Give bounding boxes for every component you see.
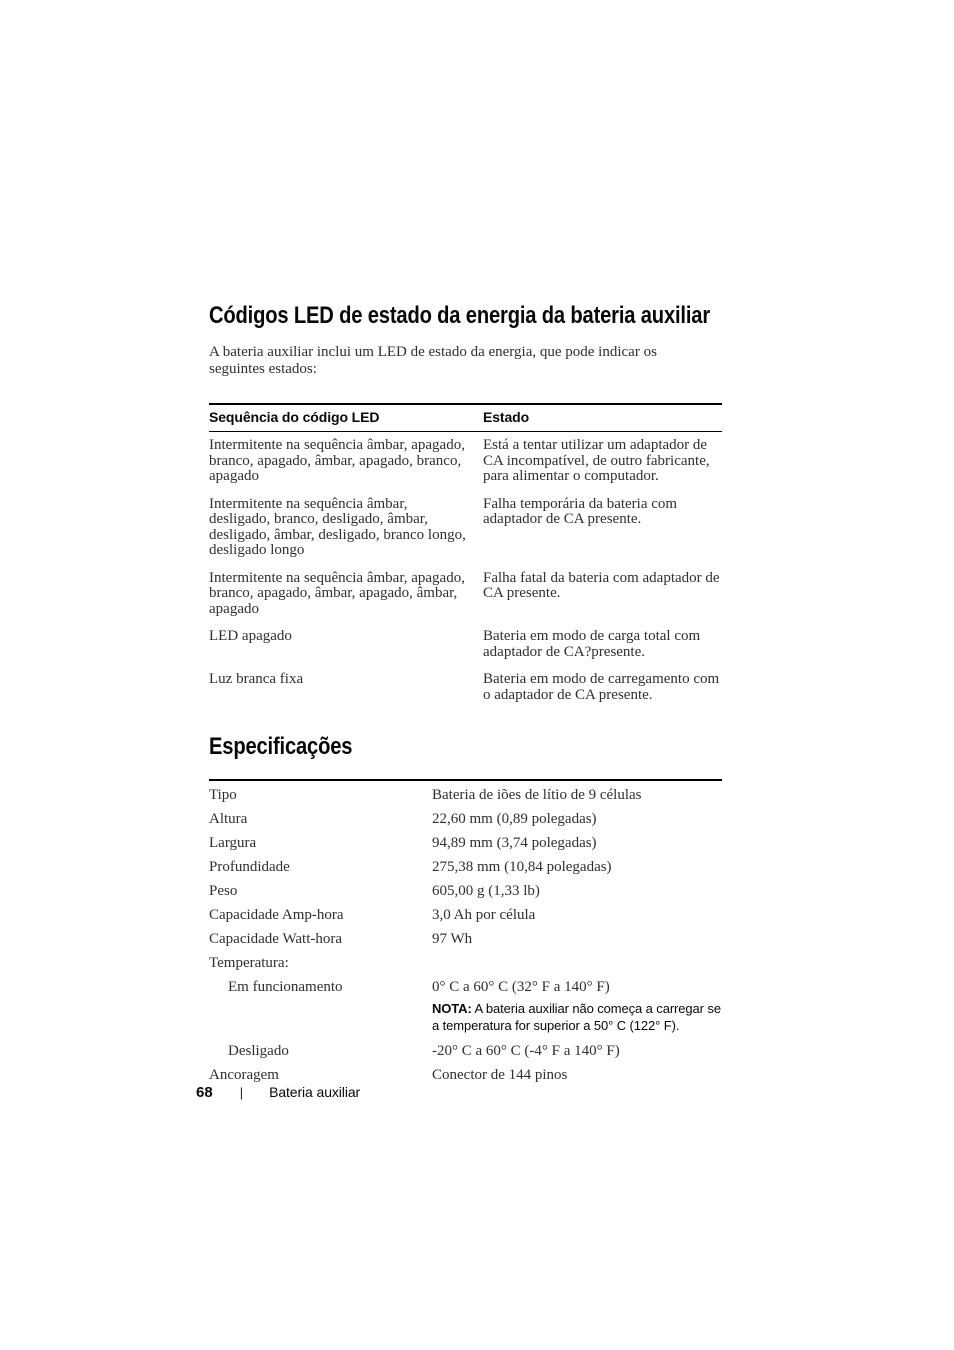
led-sequence-cell: LED apagado [209, 628, 292, 644]
table-row [209, 491, 722, 565]
column-header-state: Estado [483, 409, 530, 425]
spec-value: 275,38 mm (10,84 polegadas) [432, 859, 612, 875]
table-row [209, 807, 722, 831]
table-row [209, 951, 722, 975]
spec-label: Ancoragem [209, 1067, 279, 1083]
spec-value: 22,60 mm (0,89 polegadas) [432, 811, 597, 827]
led-sequence-cell: Intermitente na sequência âmbar, apagado, branco, apagado, âmbar, apagado, âmbar, apagado [209, 569, 465, 617]
section-title-led-codes: Códigos LED de estado da energia da bateria auxiliar [209, 302, 711, 329]
spec-label: Profundidade [209, 859, 290, 875]
note-label: NOTA: [432, 1001, 472, 1016]
table-row [209, 565, 722, 624]
note-text [432, 1000, 722, 1034]
spec-label: Altura [209, 811, 248, 827]
intro-paragraph: A bateria auxiliar inclui um LED de estado da energia, que pode indicar os seguintes estados: [209, 344, 657, 377]
spec-value [432, 955, 722, 971]
table-row [209, 903, 722, 927]
column-header-sequence: Sequência do código LED [209, 409, 380, 425]
spec-label: Largura [209, 835, 257, 851]
table-row [209, 432, 722, 491]
led-state-cell: Bateria em modo de carregamento com o adaptador de CA presente. [483, 671, 720, 703]
spec-value: -20° C a 60° C (-4° F a 140° F) [432, 1043, 620, 1059]
spec-label: Desligado [228, 1043, 289, 1059]
specifications-table [209, 779, 722, 1087]
table-row [209, 1039, 722, 1063]
led-state-cell: Falha temporária da bateria com adaptador de CA presente. [483, 495, 678, 527]
spec-value: 0° C a 60° C (32° F a 140° F) [432, 979, 610, 995]
footer-separator: | [239, 1085, 244, 1100]
page-footer [196, 1084, 360, 1101]
table-header-row [209, 405, 722, 432]
spec-value: 97 Wh [432, 931, 473, 947]
spec-label: Tipo [209, 787, 237, 803]
table-row [209, 666, 722, 709]
table-row [209, 783, 722, 807]
page-number: 68 [196, 1084, 213, 1101]
section-title-specifications: Especificações [209, 733, 353, 760]
led-codes-table [209, 403, 722, 715]
led-state-cell: Falha fatal da bateria com adaptador de CA presente. [483, 569, 720, 601]
table-row [209, 831, 722, 855]
spec-label: Capacidade Amp-hora [209, 907, 344, 923]
spec-label: Peso [209, 883, 238, 899]
led-sequence-cell: Luz branca fixa [209, 671, 304, 687]
spec-label: Temperatura: [209, 955, 289, 971]
led-sequence-cell: Intermitente na sequência âmbar, apagado, branco, apagado, âmbar, apagado, branco, apagado [209, 437, 465, 484]
led-state-cell: Bateria em modo de carga total com adaptador de CA?presente. [483, 628, 701, 660]
footer-chapter-title: Bateria auxiliar [269, 1084, 361, 1100]
note-spacer [209, 1000, 432, 1034]
table-row [209, 879, 722, 903]
table-row [209, 975, 722, 999]
spec-value: Bateria de iões de lítio de 9 células [432, 787, 642, 803]
spec-label: Capacidade Watt-hora [209, 931, 343, 947]
table-row [209, 623, 722, 666]
spec-value: 605,00 g (1,33 lb) [432, 883, 540, 899]
table-row [209, 855, 722, 879]
note-row [209, 1000, 722, 1034]
spec-value: 94,89 mm (3,74 polegadas) [432, 835, 597, 851]
spec-label: Em funcionamento [228, 979, 343, 995]
led-sequence-cell: Intermitente na sequência âmbar, desligado, branco, desligado, âmbar, desligado, âmbar, desligado, branco longo, desligado longo [209, 495, 466, 558]
page-content [209, 0, 722, 1087]
led-state-cell: Está a tentar utilizar um adaptador de CA incompatível, de outro fabricante, para alimentar o computador. [483, 437, 710, 484]
spec-value: 3,0 Ah por célula [432, 907, 536, 923]
note-body: A bateria auxiliar não começa a carregar se a temperatura for superior a 50° C (122° F). [432, 1001, 721, 1033]
spec-value: Conector de 144 pinos [432, 1067, 568, 1083]
table-row [209, 927, 722, 951]
